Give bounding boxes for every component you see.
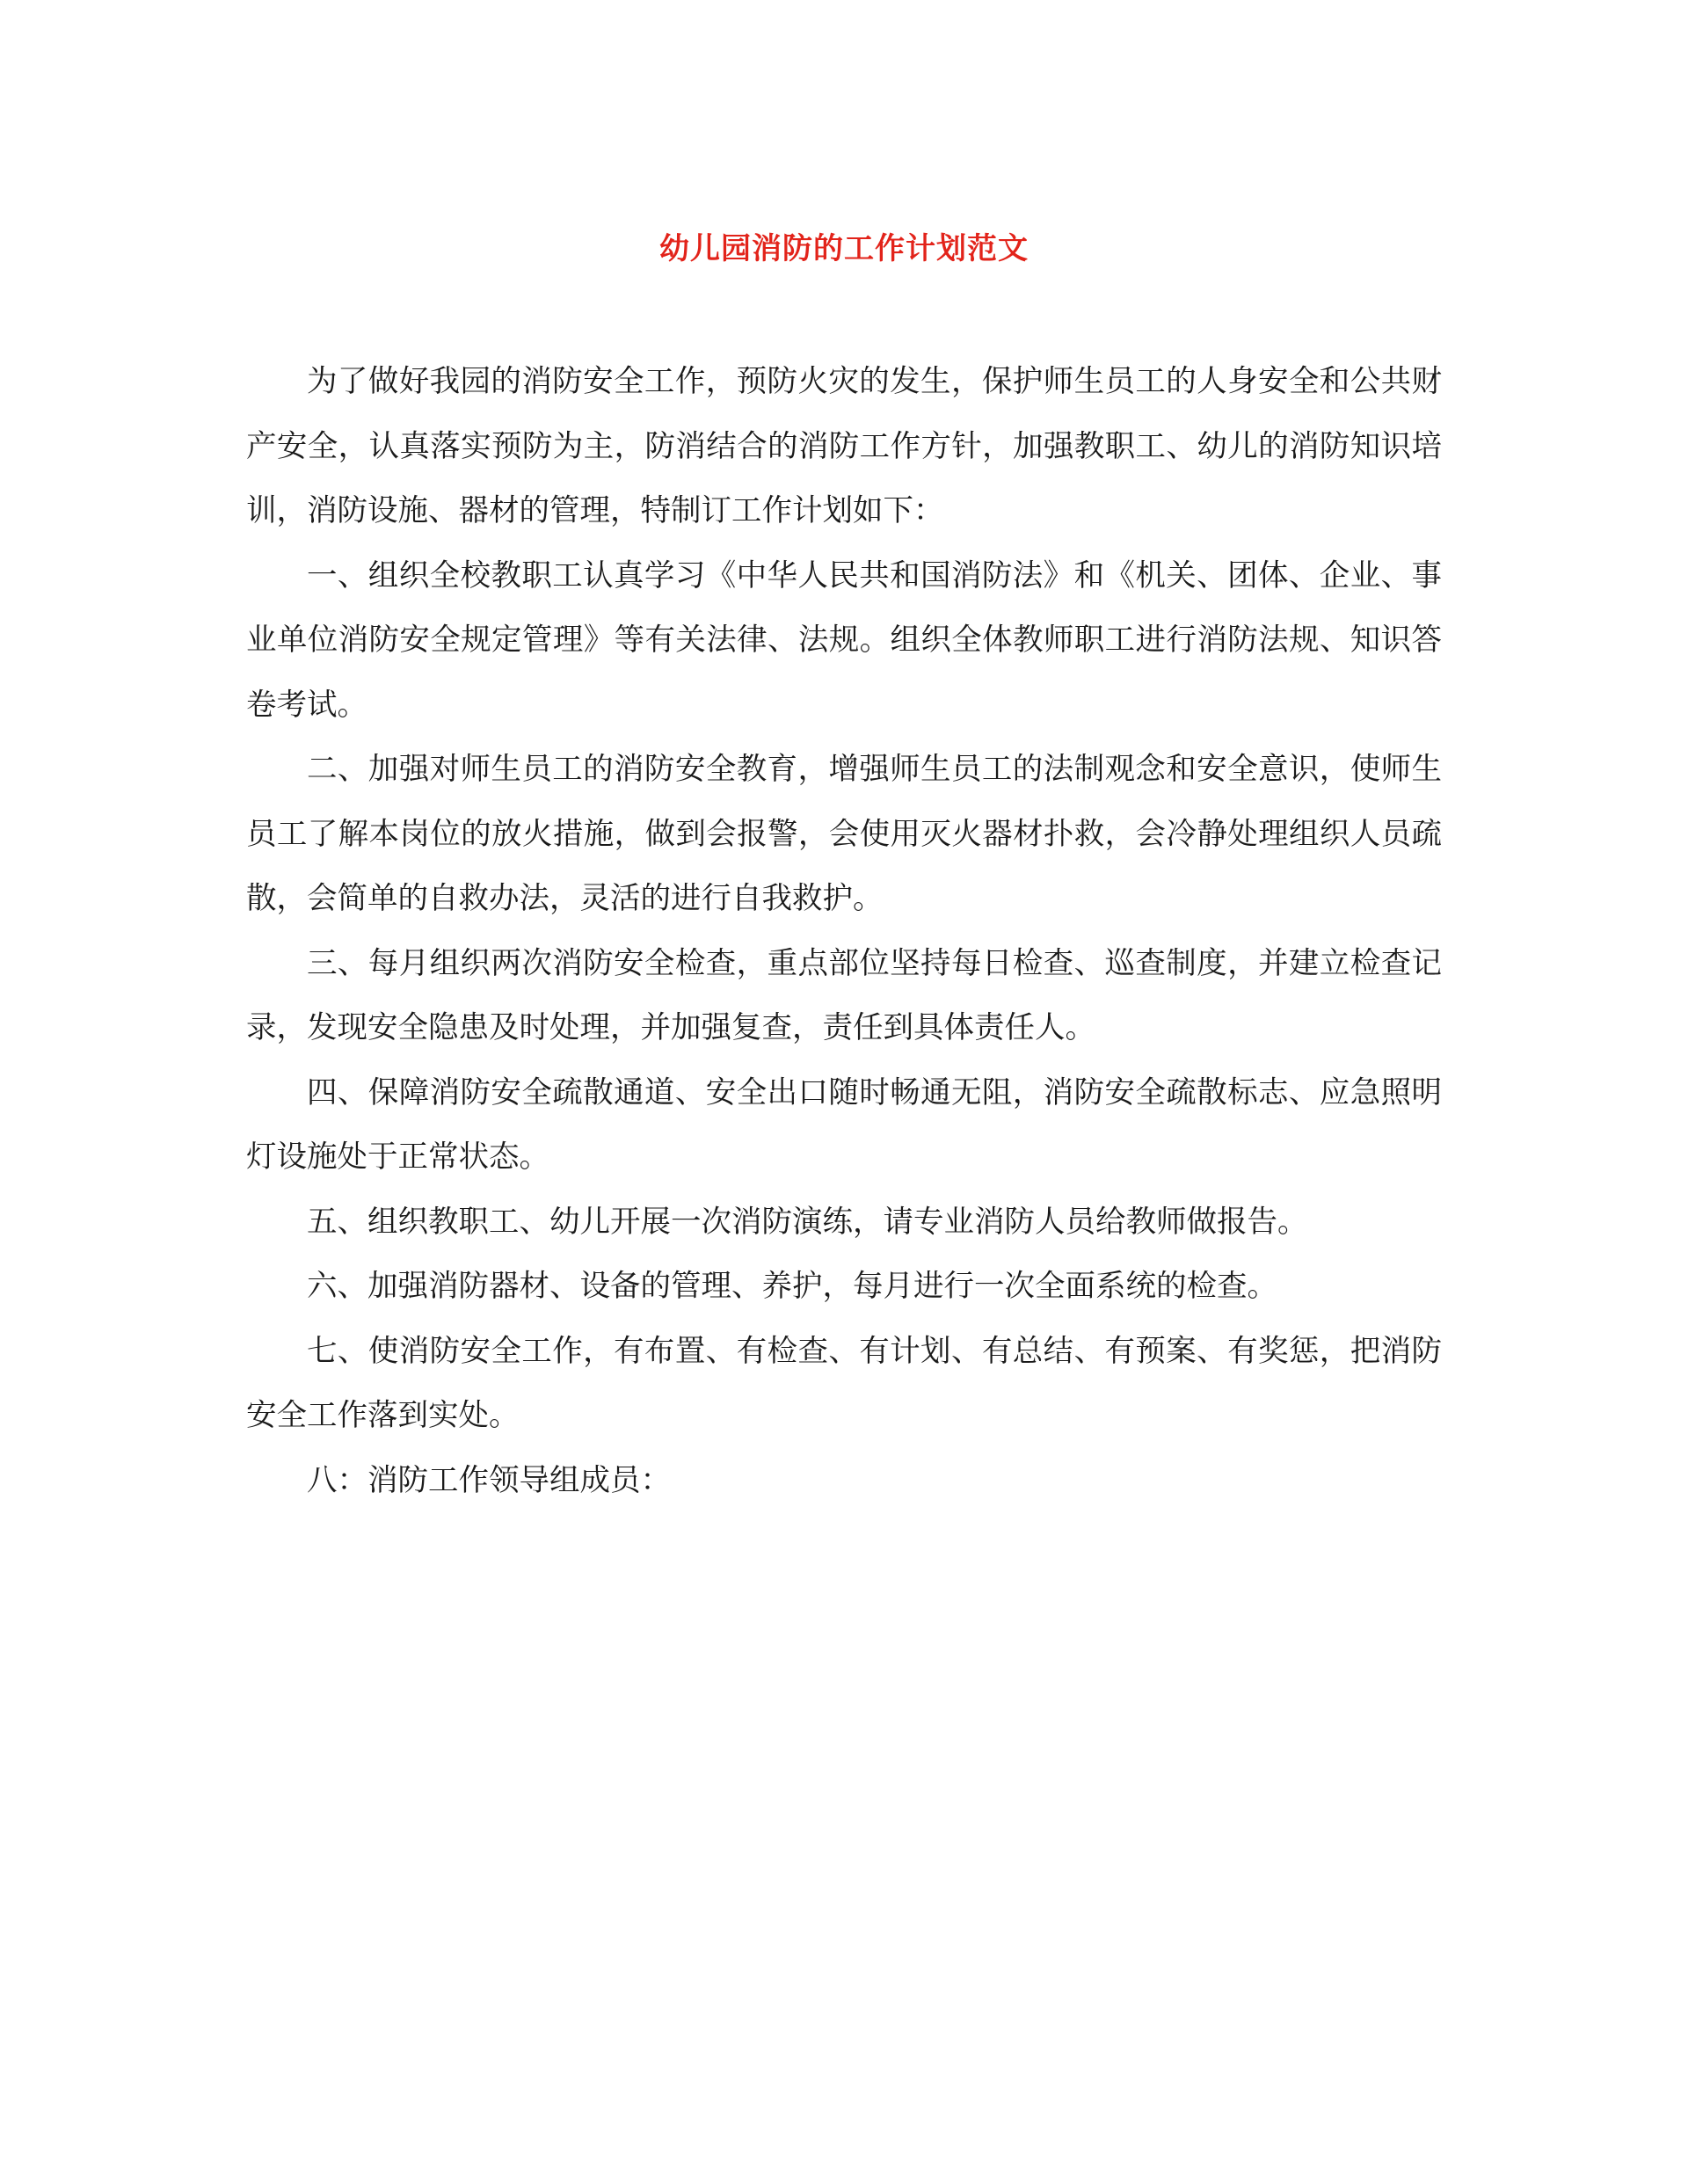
paragraph-item-1: 一、组织全校教职工认真学习《中华人民共和国消防法》和《机关、团体、企业、事业单位消防安全规定管理》等有关法律、法规。组织全体教师职工进行消防法规、知识答卷考试。 [246, 557, 1442, 723]
paragraph-item-2: 二、加强对师生员工的消防安全教育，增强师生员工的法制观念和安全意识，使师生员工了解本岗位的放火措施，做到会报警，会使用灭火器材扑救，会冷静处理组织人员疏散，会简单的自救办法，灵活的进行自我救护。 [246, 752, 1442, 916]
paragraph-item-7: 七、使消防安全工作，有布置、有检查、有计划、有总结、有预案、有奖惩，把消防安全工作落到实处。 [246, 1333, 1442, 1433]
document-title: 幼儿园消防的工作计划范文 [659, 231, 1029, 266]
document-body [246, 350, 1442, 1513]
paragraph-item-5: 五、组织教职工、幼儿开展一次消防演练，请专业消防人员给教师做报告。 [307, 1204, 1308, 1240]
paragraph-item-8: 八：消防工作领导组成员： [307, 1462, 671, 1498]
paragraph-intro: 为了做好我园的消防安全工作，预防火灾的发生，保护师生员工的人身安全和公共财产安全，认真落实预防为主，防消结合的消防工作方针，加强教职工、幼儿的消防知识培训，消防设施、器材的管理，特制订工作计划如下： [246, 364, 1442, 528]
paragraph-item-3: 三、每月组织两次消防安全检查，重点部位坚持每日检查、巡查制度，并建立检查记录，发现安全隐患及时处理，并加强复查，责任到具体责任人。 [246, 945, 1442, 1045]
paragraph-item-4: 四、保障消防安全疏散通道、安全出口随时畅通无阻，消防安全疏散标志、应急照明灯设施处于正常状态。 [246, 1074, 1442, 1175]
paragraph-item-6: 六、加强消防器材、设备的管理、养护，每月进行一次全面系统的检查。 [307, 1269, 1277, 1304]
